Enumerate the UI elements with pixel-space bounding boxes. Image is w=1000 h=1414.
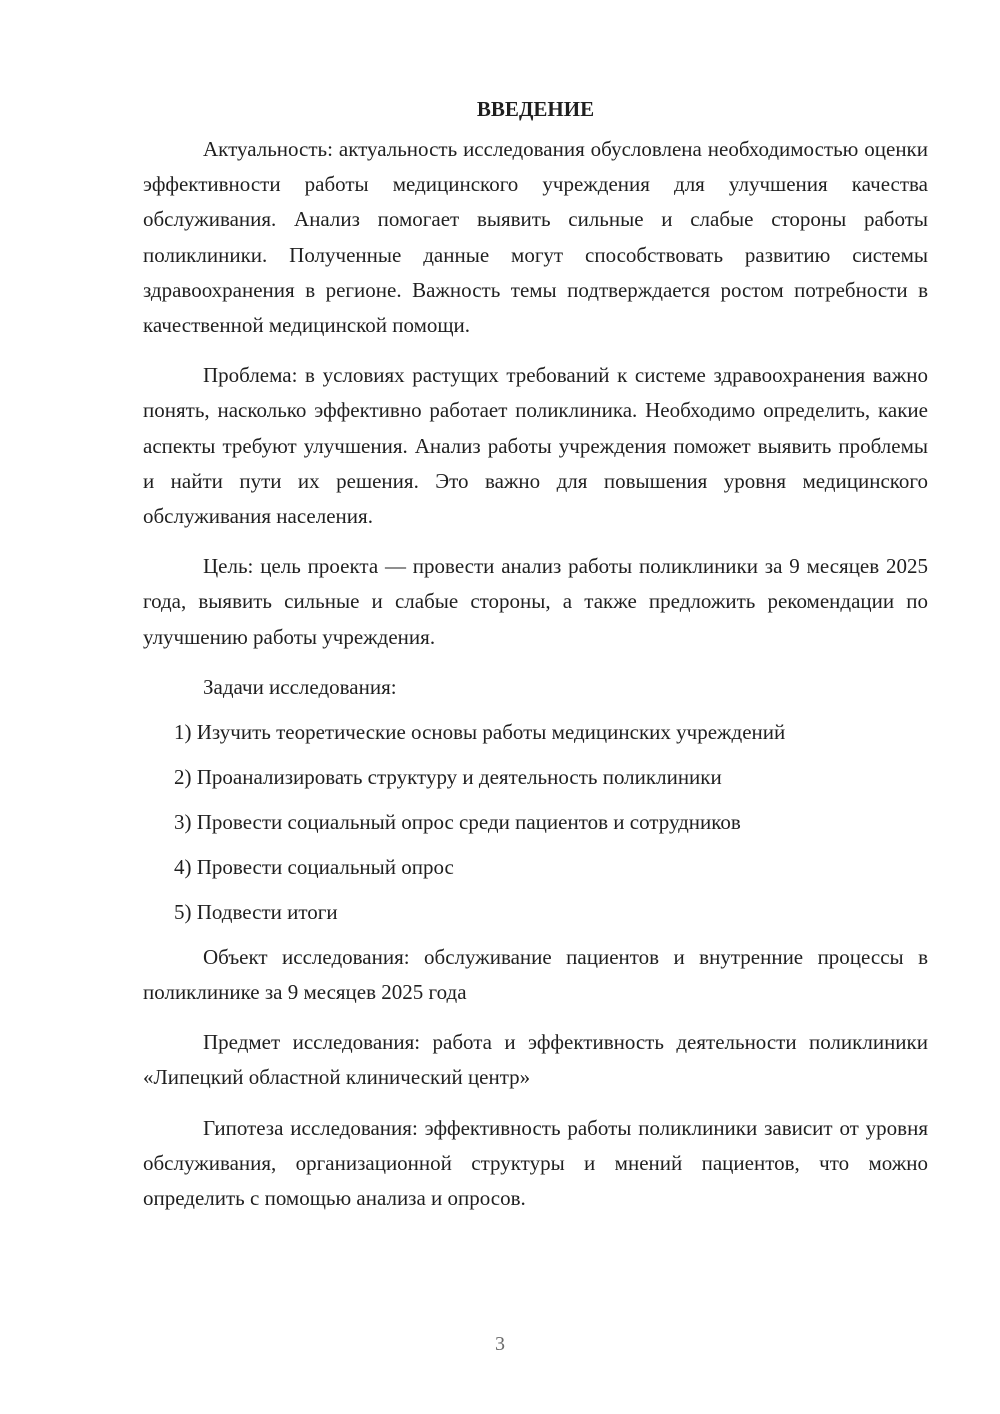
- task-item: 5) Подвести итоги: [174, 899, 338, 924]
- document-page: [143, 92, 928, 1216]
- problem-paragraph: Проблема: в условиях растущих требований к системе здравоохранения важно понять, насколько эффективно работает поликлиника. Необходимо определить, какие аспекты требуют улучшения. Анализ работы учреждения поможет выявить проблемы и найти пути их решения. Это важно для повышения уровня медицинского обслуживания населения.: [143, 363, 928, 529]
- task-item: 2) Проанализировать структуру и деятельность поликлиники: [174, 764, 722, 789]
- object-paragraph: Объект исследования: обслуживание пациентов и внутренние процессы в поликлинике за 9 месяцев 2025 года: [143, 944, 928, 1005]
- task-item: 3) Провести социальный опрос среди пациентов и сотрудников: [174, 809, 741, 834]
- relevance-paragraph: Актуальность: актуальность исследования обусловлена необходимостью оценки эффективности работы медицинского учреждения для улучшения качества обслуживания. Анализ помогает выявить сильные и слабые стороны работы поликлиники. Полученные данные могут способствовать развитию системы здравоохранения в регионе. Важность темы подтверждается ростом потребности в качественной медицинской помощи.: [143, 137, 928, 338]
- hypothesis-paragraph: Гипотеза исследования: эффективность работы поликлиники зависит от уровня обслуживания, организационной структуры и мнений пациентов, что можно определить с помощью анализа и опросов.: [143, 1115, 928, 1211]
- task-list: [143, 715, 928, 930]
- goal-paragraph: Цель: цель проекта — провести анализ работы поликлиники за 9 месяцев 2025 года, выявить сильные и слабые стороны, а также предложить рекомендации по улучшению работы учреждения.: [143, 554, 928, 649]
- task-item: 4) Провести социальный опрос: [174, 854, 454, 879]
- tasks-heading: Задачи исследования:: [203, 674, 397, 699]
- page-title: ВВЕДЕНИЕ: [476, 97, 595, 121]
- subject-paragraph: Предмет исследования: работа и эффективность деятельности поликлиники «Липецкий областной клинический центр»: [143, 1030, 928, 1090]
- page-number: 3: [495, 1333, 505, 1355]
- task-item: 1) Изучить теоретические основы работы медицинских учреждений: [174, 719, 786, 744]
